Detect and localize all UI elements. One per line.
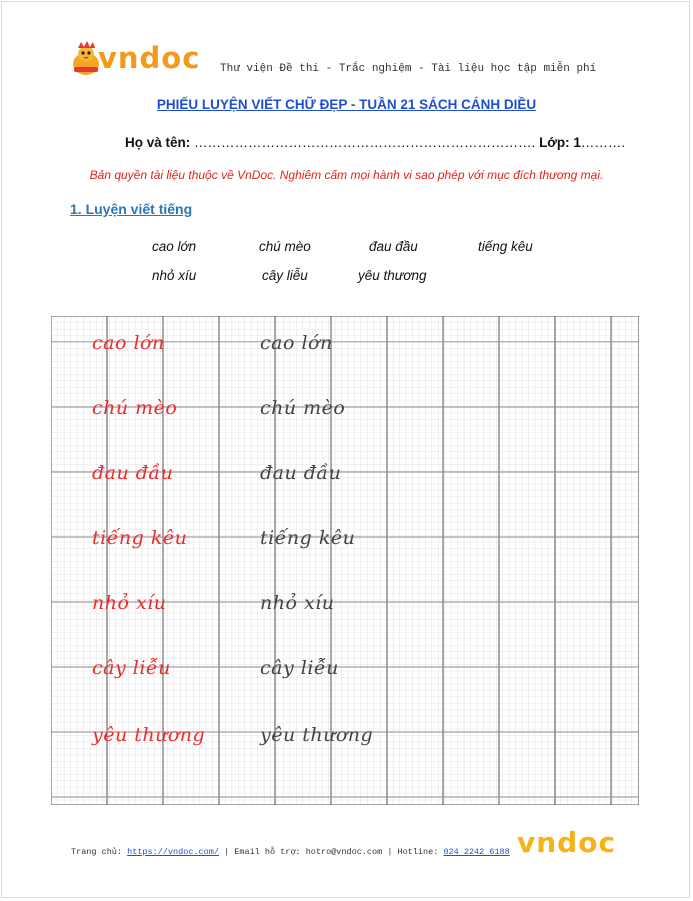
- trace-word: cây liễu: [260, 657, 339, 679]
- word-item: cây liễu: [262, 268, 308, 283]
- name-field[interactable]: ………………………………………………………………….: [194, 135, 536, 150]
- hotline-label: Hotline:: [397, 847, 439, 857]
- trace-word: yêu thương: [260, 724, 374, 746]
- email-label: Email hỗ trợ:: [234, 847, 301, 857]
- word-item: nhỏ xíu: [152, 268, 197, 283]
- sample-word-red: yêu thương: [92, 724, 206, 746]
- email-value[interactable]: hotro@vndoc.com: [305, 847, 383, 857]
- trace-word: đau đầu: [260, 462, 342, 484]
- home-label: Trang chủ:: [71, 847, 123, 857]
- footer-separator: |: [387, 847, 398, 857]
- sample-word-red: cây liễu: [92, 657, 171, 679]
- word-item: chú mèo: [259, 239, 311, 254]
- word-item: yêu thương: [358, 268, 427, 283]
- word-item: tiếng kêu: [478, 239, 533, 254]
- home-link[interactable]: https://vndoc.com/: [127, 847, 219, 857]
- footer-separator: |: [224, 847, 235, 857]
- word-item: cao lớn: [152, 239, 197, 254]
- worksheet-title: PHIẾU LUYỆN VIẾT CHỮ ĐẸP - TUẦN 21 SÁCH CÁNH DIỀU: [156, 97, 537, 112]
- trace-word: cao lớn: [260, 332, 333, 354]
- trace-word: nhỏ xíu: [260, 592, 335, 614]
- vndoc-logo[interactable]: [70, 40, 205, 78]
- class-field[interactable]: ……….: [580, 135, 626, 150]
- header-tagline: Thư viện Đề thi - Trắc nghiệm - Tài liệu học tập miễn phí: [220, 63, 597, 75]
- sample-word-red: chú mèo: [92, 397, 178, 419]
- word-item: đau đầu: [369, 239, 418, 254]
- trace-word: tiếng kêu: [260, 527, 356, 549]
- sample-word-red: tiếng kêu: [92, 527, 188, 549]
- hotline-value[interactable]: 024 2242 6188: [443, 847, 510, 857]
- section-title: 1. Luyện viết tiếng: [70, 201, 193, 217]
- copyright-notice: Bản quyền tài liệu thuộc về VnDoc. Nghiêm cấm mọi hành vi sao phép với mục đích thương mại.: [89, 168, 604, 182]
- footer-logo[interactable]: vndoc: [517, 826, 617, 859]
- sample-word-red: nhỏ xíu: [92, 592, 167, 614]
- trace-word: chú mèo: [260, 397, 346, 419]
- footer: [71, 847, 510, 857]
- student-info-line: [125, 135, 625, 150]
- sample-word-red: cao lớn: [92, 332, 165, 354]
- class-label: Lớp: 1: [539, 135, 581, 150]
- name-label: Họ và tên:: [125, 135, 191, 150]
- sample-word-red: đau đầu: [92, 462, 174, 484]
- logo-text: vndoc: [98, 41, 201, 75]
